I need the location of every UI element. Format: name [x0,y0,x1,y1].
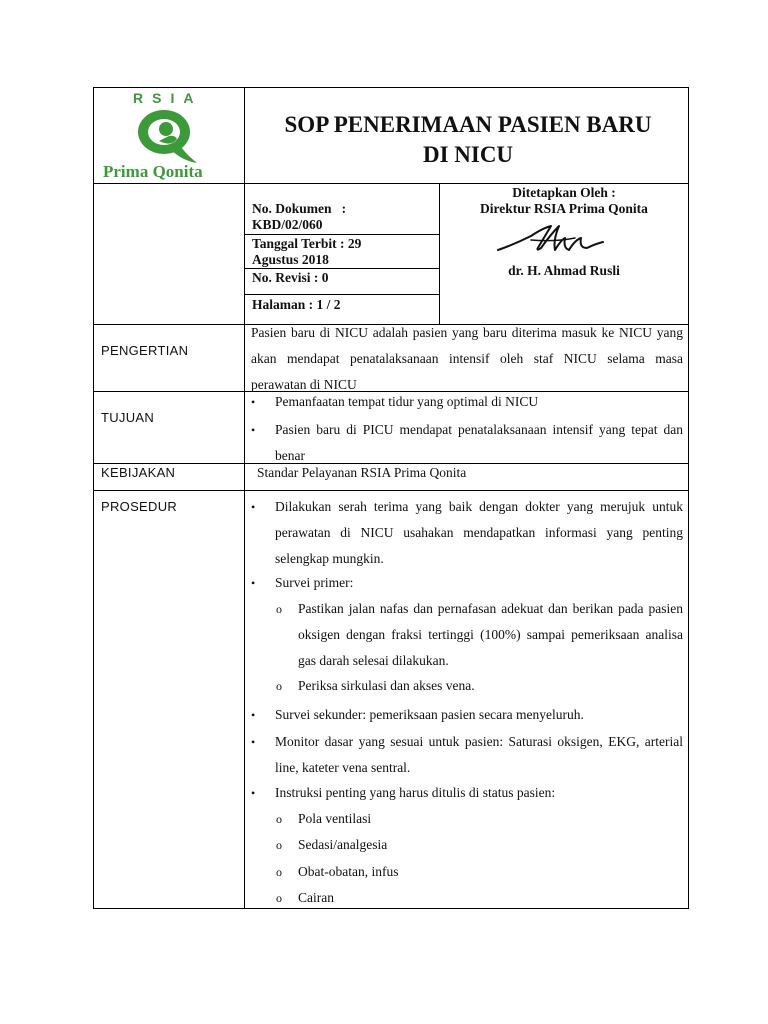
list-item [245,702,683,728]
sub-bullet-icon: o [276,602,282,616]
table-border-right [688,87,689,909]
no-dokumen-label: No. Dokumen : [252,201,347,216]
bullet-icon: • [251,735,256,749]
row-divider-logo [93,183,244,184]
row-divider-header [244,183,689,184]
bullet-icon: • [251,786,256,800]
list-item [245,389,683,415]
list-item [245,806,683,832]
prosedur-item-5-sub-4: Cairan [298,890,334,905]
meta-row-divider-2 [244,268,439,269]
prosedur-item-5-sub-1: Pola ventilasi [298,811,372,826]
list-item [245,729,683,781]
sub-bullet-icon: o [276,838,282,852]
tanggal-line-1: Tanggal Terbit : 29 [252,236,362,251]
logo-top-text: RSIA [133,90,203,106]
list-item [245,832,683,858]
approval-line-2: Direktur RSIA Prima Qonita [480,201,648,216]
approver-name: dr. H. Ahmad Rusli [508,263,620,278]
halaman: Halaman : 1 / 2 [252,297,341,312]
prosedur-item-5-sub-2: Sedasi/analgesia [298,837,388,852]
section-label-kebijakan: KEBIJAKAN [101,465,176,480]
meta-row-divider-3 [244,294,439,295]
meta-row-divider-1 [244,234,439,235]
sub-bullet-icon: o [276,812,282,826]
list-item [245,570,683,596]
bullet-icon: • [251,576,256,590]
kebijakan-text: Standar Pelayanan RSIA Prima Qonita [257,465,467,480]
no-dokumen-value: KBD/02/060 [252,217,323,232]
bullet-icon: • [251,708,256,722]
title-line-1: SOP PENERIMAAN PASIEN BARU [284,112,652,137]
list-item [245,494,683,572]
approval-block [440,185,688,217]
bullet-icon: • [251,395,256,409]
prosedur-item-4: Monitor dasar yang sesuai untuk pasien: Saturasi oksigen, EKG, arterial line, kateter vena sentral. [275,734,683,775]
list-item [245,673,683,699]
bullet-icon: • [251,500,256,514]
list-item [245,859,683,885]
tanggal-line-2: Agustus 2018 [252,252,329,267]
prosedur-item-2: Survei primer: [275,575,354,590]
tujuan-item-2: Pasien baru di PICU mendapat penatalaksanaan intensif yang tepat dan benar [275,422,683,463]
list-item [245,780,683,806]
sub-bullet-icon: o [276,891,282,905]
document-title [248,110,688,170]
table-border-top [93,87,689,88]
signature [495,220,630,260]
title-line-2: DI NICU [422,142,514,167]
row-divider-kebijakan [93,490,689,491]
prosedur-item-2-sub-1: Pastikan jalan nafas dan pernafasan adekuat dan berikan pada pasien oksigen dengan fraksi tertinggi (100%) sampai pemeriksaan analisa gas darah selesai dilakukan. [298,601,683,668]
no-dokumen [252,201,346,233]
section-label-pengertian: PENGERTIAN [101,343,189,358]
pengertian-text: Pasien baru di NICU adalah pasien yang baru diterima masuk ke NICU yang akan mendapat penatalaksanaan intensif oleh staf NICU selama masa perawatan di NICU [251,325,683,392]
no-revisi: No. Revisi : 0 [252,270,329,285]
logo [95,89,243,182]
list-item [245,885,683,911]
section-label-prosedur: PROSEDUR [101,499,178,514]
logo-emblem-icon [131,105,205,165]
tanggal-terbit [252,236,361,268]
logo-bottom-text: Prima Qonita [103,162,203,181]
tujuan-item-1: Pemanfaatan tempat tidur yang optimal di NICU [275,394,539,409]
sub-bullet-icon: o [276,865,282,879]
list-item [245,596,683,674]
prosedur-item-1: Dilakukan serah terima yang baik dengan dokter yang merujuk untuk perawatan di NICU usahakan mendapatkan informasi yang penting selengkap mungkin. [275,499,683,566]
prosedur-item-2-sub-2: Periksa sirkulasi dan akses vena. [298,678,475,693]
prosedur-item-5-sub-3: Obat-obatan, infus [298,864,399,879]
sub-bullet-icon: o [276,679,282,693]
approval-line-1: Ditetapkan Oleh : [512,185,616,200]
section-label-tujuan: TUJUAN [101,410,155,425]
prosedur-item-5: Instruksi penting yang harus ditulis di status pasien: [275,785,556,800]
prosedur-item-3: Survei sekunder: pemeriksaan pasien secara menyeluruh. [275,707,584,722]
table-border-left [93,87,94,909]
bullet-icon: • [251,423,256,437]
